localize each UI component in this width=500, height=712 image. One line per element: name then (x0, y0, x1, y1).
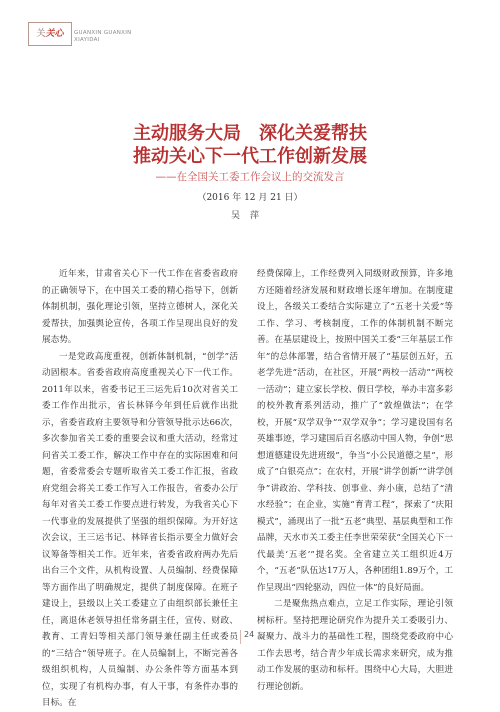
article-date: （2016 年 12 月 21 日） (197, 193, 303, 203)
paragraph: 经费保障上，工作经费列入同级财政预算，许多地方还随着经济发展和财政增长逐年增加。在制度建设上，各级关工委结合实际建立了“五老十关爱”等工作、学习、考核制度，工作的体制机制不断完善。在基层建设上，按照中国关工委“三年基层工作年”的总体部署，结合省情开展了“基层创五好，五老学先进”活动，在社区，开展“两校一活动”“两校一活动”；建立家长学校、假日学校，举办丰富多彩的校外教育系列活动，推广了“敦煌做法”；在学校，开展“双学双争”“双学双争”；学习建设国有名英雄事迹，学习建国后百名感动中国人物，争创“思想道德建设先进班级”，争当“小公民道德之星”，形成了“白银亮点”；在农村，开展“讲学创新”“讲学创争”讲政治、学科技、创事业、奔小康，总结了“清水经验”；在企业，实施“育青工程”，探索了“庆阳模式”，涌现出了一批“五老”典型、基层典型和工作品牌，天水市关工委主任李世荣荣获“全国关心下一代最美‘五老’”提名奖。全省建立关工组织近4万个，“五老”队伍达17万人，各种团组1.89万个，工作呈现出“四轮驱动，四位一体”的良好局面。 (257, 269, 453, 593)
body-column-left (42, 266, 238, 712)
body-column-right (257, 266, 453, 695)
paragraph: 二是聚焦热点难点，立足工作实际，理论引领树标杆。坚持把理论研究作为提升关工委吸引力、凝聚力、战斗力的基础性工程，围绕党委政府中心工作去思考，结合青少年成长需求来研究，成为推动工作发展的驱动和标杆。围绕中心大局，大胆进行理论创新。 (257, 599, 453, 692)
page-number: 24 (244, 630, 255, 639)
page-number-rule (240, 630, 241, 644)
magazine-logo (28, 22, 72, 46)
paragraph: 一是党政高度重视，创新体制机制，“创学”活动固根本。省委省政府高度重视关心下一代工作。2011年以来，省委书记王三运先后10次对省关工委工作作出批示，省长林铎今年到任后就作出批示，省委省政府主要领导和分管领导批示达66次，多次参加省关工委的重要会议和重大活动，经常过问省关工委工作，解决工作中存在的实际困难和问题，省委常委会专题听取省关工委工作汇报，省政府党组会将关工委工作写入工作报告，省委办公厅每年对省关工委工作要点进行转发，为我省关心下一代事业的发展提供了坚强的组织保障。为开好这次会议，王三运书记、林铎省长指示要全力做好会议筹备等相关工作。近年来，省委省政府两办先后出台三个文件，从机构设置、人员编制、经费保障等方面作出了明确规定，提供了制度保障。在班子建设上，县级以上关工委建立了由组织部长兼任主任，离退休老领导担任常务副主任，宣传、财政、教育、工青妇等相关部门领导兼任副主任或委员的“三结合”领导班子。在人员编制上，不断完善各级组织机构，人员编制、办公条件等方面基本到位，实现了有机构办事，有人干事，有条件办事的目标。在 (42, 351, 238, 708)
article-subtitle: ——在全国关工委工作会议上的交流发言 (155, 171, 345, 183)
brand-english-line2: XIAYIDAI (74, 37, 100, 43)
article-title-block (40, 122, 460, 222)
brand-english (74, 30, 132, 44)
paragraph: 近年来，甘肃省关心下一代工作在省委省政府的正确领导下，在中国关工委的精心指导下，创新体制机制，强化理论引领，坚持立德树人，深化关爱帮扶，加强舆论宣传，各项工作呈现出良好的发展态势。 (42, 269, 238, 345)
logo-text: 关心 (45, 29, 64, 39)
article-author: 吴萍 (230, 211, 269, 221)
article-title-line2: 推动关心下一代工作创新发展 (133, 146, 367, 167)
article-title-line1: 主动服务大局 深化关爱帮扶 (133, 123, 367, 144)
brand-english-line1: GUANXIN GUANXIN (74, 30, 132, 36)
magazine-header (28, 22, 188, 62)
logo-prefix: 关 (36, 29, 46, 39)
